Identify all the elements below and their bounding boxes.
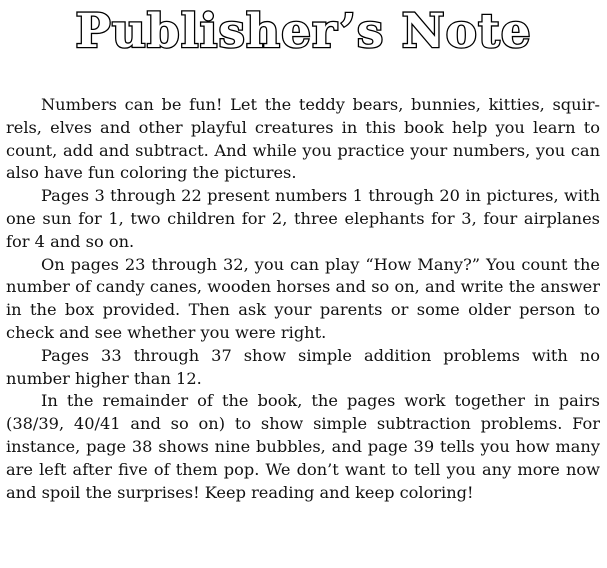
note-body — [6, 94, 600, 504]
page-title: Publisher’s Note — [75, 4, 532, 59]
paragraph-addition: Pages 33 through 37 show simple addition problems with no number higher than 12. — [6, 345, 600, 388]
paragraph-subtraction: In the remainder of the book, the pages work together in pairs (38/39, 40/41 and so on) to show simple subtraction problems. For instance, page 38 shows nine bubbles, and page 39 tells you how many are left after five of them pop. We don’t want to tell you any more now and spoil the surprises! Keep reading and keep coloring! — [6, 391, 600, 502]
paragraph-numbers-pages: Pages 3 through 22 present numbers 1 through 20 in pictures, with one sun for 1, two children for 2, three elephants for 3, four airplanes for 4 and so on. — [6, 186, 600, 251]
paragraph-intro: Numbers can be fun! Let the teddy bears, bunnies, kitties, squirrels, elves and other playful creatures in this book help you learn to count, add and subtract. And while you practice your numbers, you can also have fun coloring the pictures. — [6, 95, 600, 183]
paragraph-how-many: On pages 23 through 32, you can play “How Many?” You count the number of candy canes, wooden horses and so on, and write the answer in the box provided. Then ask your parents or some older person to check and see whether you were right. — [6, 254, 600, 342]
